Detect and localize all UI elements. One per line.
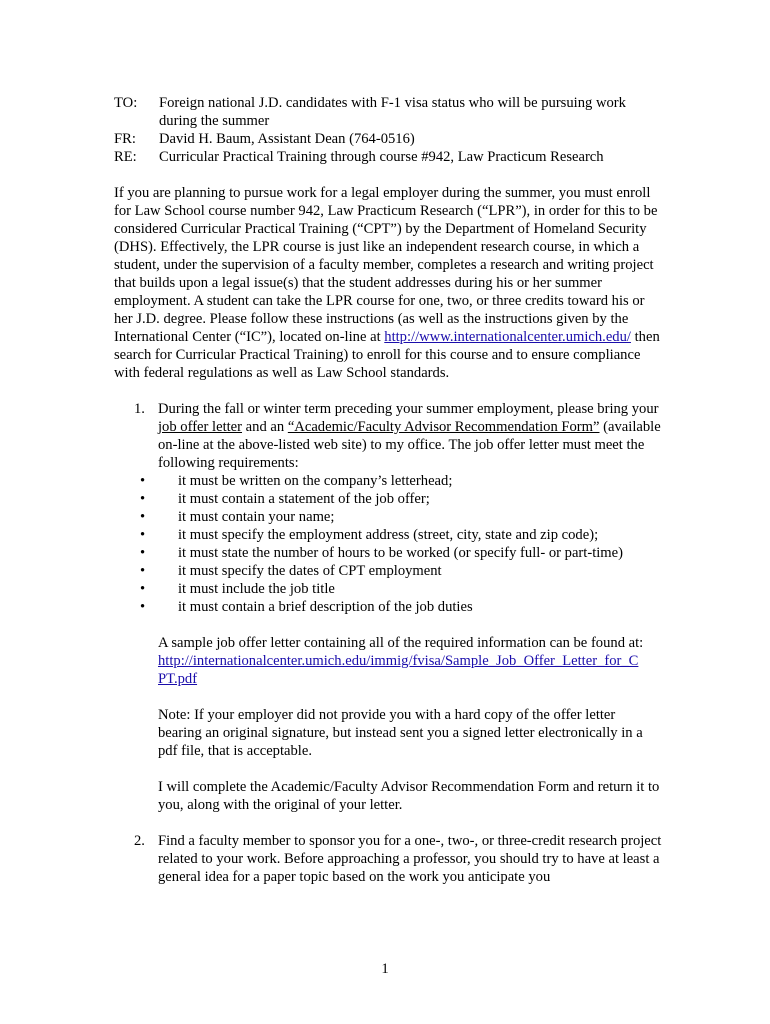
sample-letter-text: A sample job offer letter containing all of the required information can be found at: xyxy=(158,635,644,651)
item-2-text: Find a faculty member to sponsor you for a one-, two-, or three-credit research project related to your work. Before approaching a professor, you should try to have at least a general idea for a paper topic based on the work you anticipate you xyxy=(158,833,662,885)
list-item: • it must contain a brief description of the job duties xyxy=(134,598,662,616)
to-value: Foreign national J.D. candidates with F-1 visa status who will be pursuing work during the summer xyxy=(159,95,626,129)
sample-letter-paragraph xyxy=(158,634,662,688)
memo-header xyxy=(114,94,662,166)
item-2-number: 2. xyxy=(134,833,145,849)
bullet-icon: • xyxy=(140,599,146,615)
list-item: • it must contain your name; xyxy=(134,508,662,526)
list-item: • it must specify the dates of CPT employment xyxy=(134,562,662,580)
bullet-icon: • xyxy=(140,527,146,543)
international-center-link[interactable]: http://www.internationalcenter.umich.edu/ xyxy=(384,329,631,345)
to-label: TO: xyxy=(114,95,138,111)
recommendation-form-text: “Academic/Faculty Advisor Recommendation Form” xyxy=(287,419,600,435)
fr-row xyxy=(114,130,662,148)
list-item: • it must specify the employment address (street, city, state and zip code); xyxy=(134,526,662,544)
item-1-number: 1. xyxy=(134,401,145,417)
complete-form-paragraph: I will complete the Academic/Faculty Advisor Recommendation Form and return it to you, along with the original of your letter. xyxy=(158,779,660,813)
intro-text-a: If you are planning to pursue work for a legal employer during the summer, you must enroll for Law School course number 942, Law Practicum Research (“LPR”), in order for this to be considered Curricular Practical Training (“CPT”) by the Department of Homeland Security (DHS). Effectively, the LPR course is just like an independent research course, in which a student, under the supervision of a faculty member, completes a research and writing project that builds upon a legal issue(s) that the student addresses during his or her summer employment. A student can take the LPR course for one, two, or three credits toward his or her J.D. degree. Please follow these instructions (as well as the instructions given by the International Center (“IC”), located on-line at xyxy=(114,185,658,345)
page-number: 1 xyxy=(381,961,389,977)
item-1-text-c: (available on-line at the above-listed web site) to my office. The job offer letter must meet the following requirements: xyxy=(158,419,661,471)
re-row xyxy=(114,148,662,166)
bullet-icon: • xyxy=(140,563,146,579)
bullet-icon: • xyxy=(140,509,146,525)
requirements-list xyxy=(140,472,662,616)
job-offer-letter-text: job offer letter xyxy=(158,419,243,435)
list-item-1 xyxy=(114,400,662,814)
list-item: • it must be written on the company’s letterhead; xyxy=(134,472,662,490)
note-paragraph: Note: If your employer did not provide you with a hard copy of the offer letter bearing an original signature, but instead sent you a signed letter electronically in a pdf file, that is acceptable. xyxy=(158,707,643,759)
intro-paragraph xyxy=(114,184,662,382)
sample-letter-link[interactable]: http://internationalcenter.umich.edu/immig/fvisa/Sample_Job_Offer_Letter_for_C xyxy=(158,653,639,669)
list-item-2 xyxy=(114,832,662,886)
item-1-text xyxy=(158,400,662,472)
list-item: • it must include the job title xyxy=(134,580,662,598)
memo-page xyxy=(114,94,662,886)
re-value: Curricular Practical Training through course #942, Law Practicum Research xyxy=(159,149,604,165)
bullet-icon: • xyxy=(140,545,146,561)
item-1-body xyxy=(140,400,662,814)
bullet-icon: • xyxy=(140,491,146,507)
re-label: RE: xyxy=(114,149,137,165)
fr-value: David H. Baum, Assistant Dean (764-0516) xyxy=(159,131,415,147)
bullet-icon: • xyxy=(140,581,146,597)
sample-letter-link-cont[interactable]: PT.pdf xyxy=(158,671,198,687)
list-item: • it must state the number of hours to be worked (or specify full- or part-time) xyxy=(134,544,662,562)
bullet-icon: • xyxy=(140,473,146,489)
list-item: • it must contain a statement of the job offer; xyxy=(134,490,662,508)
intro-text-b: then search for Curricular Practical Training) to enroll for this course and to ensure compliance with federal regulations as well as Law School standards. xyxy=(114,329,660,381)
fr-label: FR: xyxy=(114,131,136,147)
item-2-body xyxy=(158,832,662,886)
item-1-text-a: During the fall or winter term preceding your summer employment, please bring your xyxy=(158,401,659,417)
to-row xyxy=(114,94,662,130)
item-1-text-b: and an xyxy=(245,419,285,435)
